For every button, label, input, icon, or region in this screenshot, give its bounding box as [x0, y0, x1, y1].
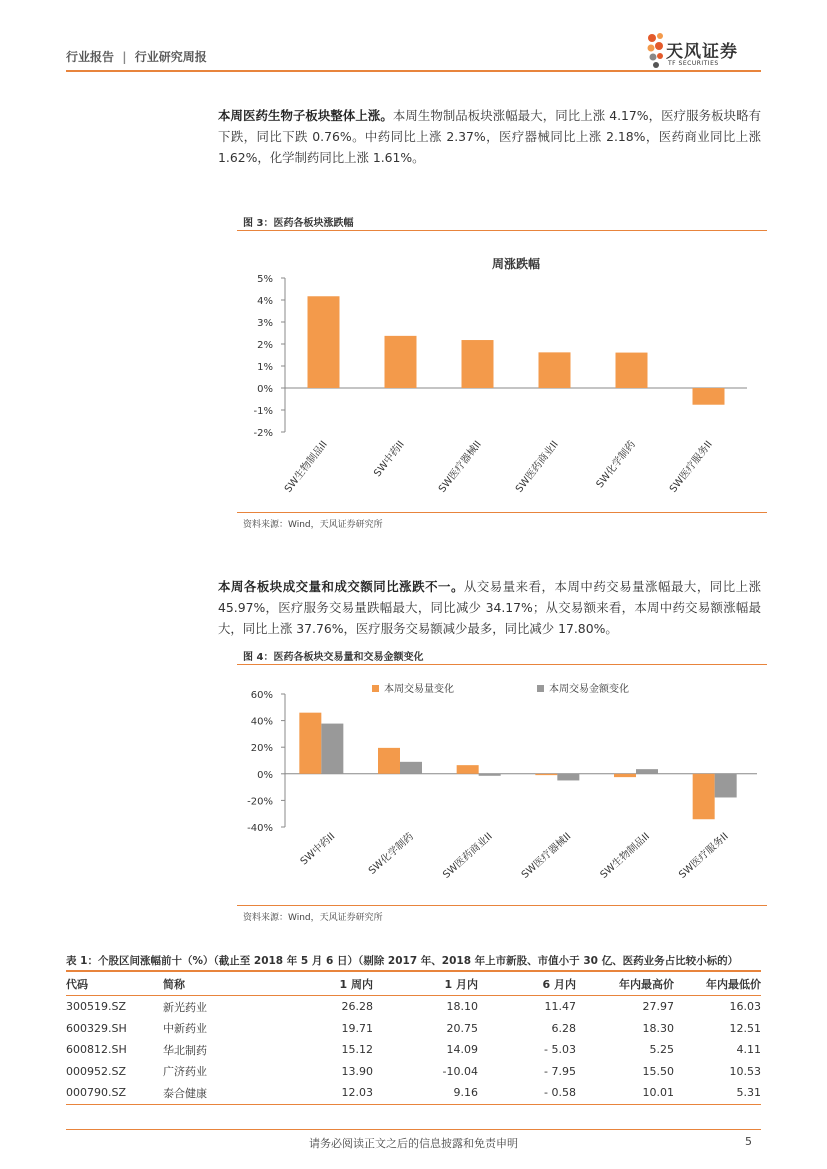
legend-label: 本周交易金额变化: [549, 684, 629, 695]
bar: [715, 774, 737, 798]
table-cell: 华北制药: [163, 1043, 207, 1057]
legend-label: 本周交易量变化: [384, 684, 454, 695]
y-tick-label: 2%: [257, 340, 273, 351]
bar: [535, 774, 557, 775]
paragraph-body: 从交易量来看，本周中药交易量涨幅最大，同比上涨 45.97%，医疗服务交易量跌幅最大，同比减少 34.17%；从交易额来看，本周中药交易额涨幅最大，同比上涨 37.76%，医疗服务交易额减少最多，同比减少 17.80%。: [218, 579, 762, 636]
paragraph-lead: 本周医药生物子板块整体上涨。: [218, 108, 393, 123]
table-cell: 20.75: [446, 1021, 478, 1035]
table-cell: 6.28: [551, 1021, 576, 1035]
table-header-cell: 1 月内: [373, 973, 478, 996]
table-cell: 18.30: [642, 1021, 674, 1035]
y-tick-label: 3%: [257, 318, 273, 329]
figure-4-title: 图 4：医药各板块交易量和交易金额变化: [243, 652, 424, 663]
header-category: 行业报告: [66, 50, 115, 64]
y-tick-label: -20%: [247, 796, 273, 808]
bar: [693, 388, 725, 405]
x-tick-label: SW医疗服务II: [677, 831, 731, 881]
paragraph-lead: 本周各板块成交量和成交额同比涨跌不一。: [218, 579, 464, 594]
stock-gain-table: [66, 973, 761, 1105]
bar: [636, 769, 658, 774]
figure-4-top-rule: [237, 664, 767, 665]
paragraph-trading-volume: [218, 576, 761, 639]
x-tick-label: SW中药II: [298, 831, 338, 868]
y-tick-label: -2%: [253, 428, 273, 439]
table-cell: 27.97: [642, 1000, 674, 1014]
table-header-cell: 1 周内: [258, 973, 373, 996]
figure-4-chart: [237, 670, 767, 902]
x-tick-label: SW医疗器械II: [436, 439, 484, 495]
table-cell: 13.90: [341, 1064, 373, 1078]
table-cell: 4.11: [736, 1043, 761, 1057]
table-body: [66, 996, 761, 1105]
table-cell: 新光药业: [163, 1000, 207, 1014]
footer-divider: [66, 1129, 761, 1130]
figure-3-source: 资料来源：Wind，天风证券研究所: [243, 520, 383, 530]
x-tick-label: SW化学制药: [366, 831, 417, 877]
table-cell: 10.01: [576, 1082, 674, 1104]
y-tick-label: -1%: [253, 406, 273, 417]
x-tick-label: SW生物制品II: [598, 831, 653, 881]
table-cell: 12.03: [258, 1082, 373, 1104]
logo-icon: [646, 30, 666, 70]
x-tick-label: SW医药商业II: [441, 831, 495, 881]
table-header-cell: 6 月内: [478, 973, 576, 996]
table-row: [66, 1039, 761, 1061]
table-cell: 泰合健康: [163, 1082, 258, 1104]
table-cell: 600329.SH: [66, 1021, 127, 1035]
y-tick-label: 5%: [257, 274, 273, 285]
y-tick-label: 1%: [257, 362, 273, 373]
y-tick-label: 20%: [250, 743, 273, 755]
bar: [308, 296, 340, 388]
figure-3-top-rule: [237, 230, 767, 231]
paragraph-sector-performance: [218, 105, 761, 168]
table-1-title: 表 1：个股区间涨幅前十（%）（截止至 2018 年 5 月 6 日）（剔除 2017 年、2018 年上市新股、市值小于 30 亿、医药业务占比较小标的）: [66, 955, 739, 967]
figure-4-source: 资料来源：Wind，天风证券研究所: [243, 913, 383, 923]
paragraph-body: 本周生物制品板块涨幅最大，同比上涨 4.17%，医疗服务板块略有下跌，同比下跌 0.76%。中药同比上涨 2.37%，医疗器械同比上涨 2.18%，医药商业同比上涨 1.62%，化学制药同比上涨 1.61%。: [218, 108, 761, 165]
report-type-header: [66, 48, 207, 65]
y-tick-label: 4%: [257, 296, 273, 307]
y-tick-label: -40%: [247, 823, 273, 834]
table-header-cell: 年内最低价: [674, 973, 761, 996]
figure-4-bottom-rule: [237, 905, 767, 906]
table-cell: 300519.SZ: [66, 1000, 127, 1014]
table-header-row: [66, 973, 761, 996]
x-tick-label: SW医药商业II: [513, 439, 561, 495]
table-cell: 5.25: [649, 1043, 674, 1057]
x-tick-label: SW中药II: [372, 439, 407, 480]
table-cell: 600812.SH: [66, 1043, 127, 1057]
bar: [385, 336, 417, 388]
bar: [557, 774, 579, 781]
table-cell: -10.04: [442, 1064, 478, 1078]
table-cell: 10.53: [729, 1064, 761, 1078]
table-cell: 中新药业: [163, 1022, 207, 1036]
table-row: [66, 1018, 761, 1040]
table-cell: 18.10: [446, 1000, 478, 1014]
x-tick-label: SW化学制药: [594, 439, 638, 491]
bar: [616, 353, 648, 388]
bar: [299, 713, 321, 774]
bar: [321, 724, 343, 774]
figure-3-chart: [237, 240, 767, 510]
table-cell: 广济药业: [163, 1065, 207, 1079]
chart-title: 周涨跌幅: [491, 257, 541, 271]
table-cell: 14.09: [446, 1043, 478, 1057]
x-tick-label: SW医疗服务II: [667, 439, 715, 495]
table-cell: 15.50: [642, 1064, 674, 1078]
table-cell: 000790.SZ: [66, 1082, 163, 1104]
table-cell: 16.03: [729, 1000, 761, 1014]
table-row: [66, 1061, 761, 1083]
table-cell: - 5.03: [544, 1043, 576, 1057]
bar: [462, 340, 494, 388]
table-cell: - 7.95: [544, 1064, 576, 1078]
footer-disclaimer: 请务必阅读正文之后的信息披露和免责申明: [309, 1137, 518, 1150]
page-number: 5: [745, 1135, 752, 1148]
table-cell: 12.51: [729, 1021, 761, 1035]
legend-swatch: [372, 685, 379, 692]
table-header-cell: 代码: [66, 973, 163, 996]
figure-3-title: 图 3：医药各板块涨跌幅: [243, 218, 354, 229]
table-cell: 9.16: [373, 1082, 478, 1104]
company-logo-name: 天风证券: [666, 42, 738, 62]
table-cell: 26.28: [341, 1000, 373, 1014]
figure-3-bottom-rule: [237, 512, 767, 513]
table-cell: - 0.58: [478, 1082, 576, 1104]
table-row: [66, 996, 761, 1018]
x-tick-label: SW医疗器械II: [519, 831, 574, 881]
y-tick-label: 0%: [257, 384, 273, 395]
table-cell: 11.47: [544, 1000, 576, 1014]
bar: [400, 762, 422, 774]
table-header-cell: 简称: [163, 973, 258, 996]
bar: [457, 765, 479, 774]
bar: [378, 748, 400, 774]
header-separator: |: [122, 50, 127, 64]
header-divider: [66, 70, 761, 72]
bar: [693, 774, 715, 819]
table-cell: 15.12: [341, 1043, 373, 1057]
table-top-rule: [66, 970, 761, 972]
table-header-cell: 年内最高价: [576, 973, 674, 996]
bar: [479, 774, 501, 776]
y-tick-label: 40%: [250, 716, 273, 728]
table-row: [66, 1082, 761, 1104]
x-tick-label: SW生物制品II: [282, 439, 330, 495]
legend-swatch: [537, 685, 544, 692]
bar: [614, 774, 636, 777]
company-logo-subtitle: TF SECURITIES: [668, 60, 719, 67]
header-subcategory: 行业研究周报: [134, 50, 207, 64]
table-cell: 000952.SZ: [66, 1064, 127, 1078]
bar: [539, 352, 571, 388]
y-tick-label: 60%: [250, 690, 273, 701]
table-cell: 5.31: [674, 1082, 761, 1104]
y-tick-label: 0%: [257, 769, 273, 781]
company-logo-mark: [646, 30, 666, 70]
table-cell: 19.71: [341, 1021, 373, 1035]
